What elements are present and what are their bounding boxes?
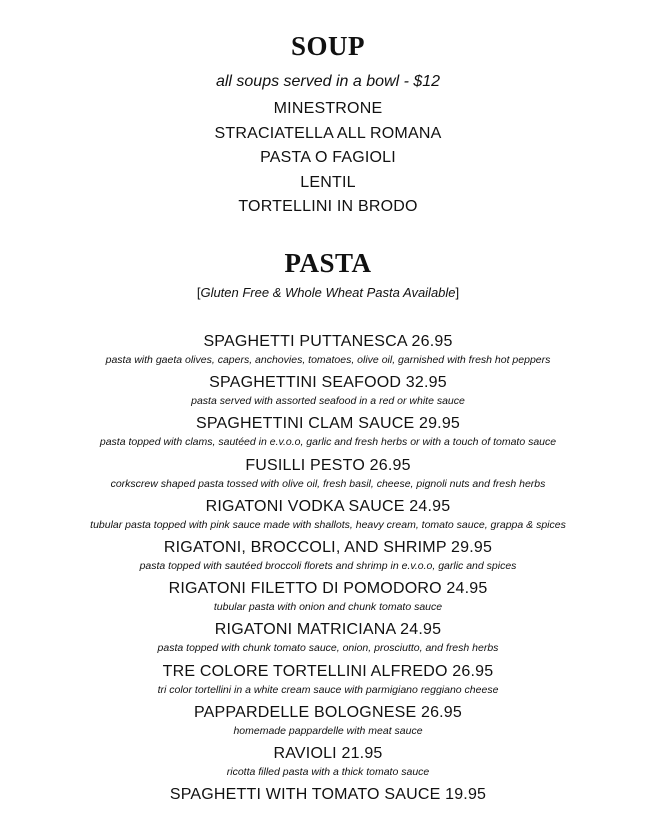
pasta-list [0, 331, 656, 825]
soup-item: STRACIATELLA ALL ROMANA [214, 124, 442, 142]
dish-description: tri color tortellini in a white cream sauce with parmigiano reggiano cheese [157, 683, 499, 696]
dish-name: RIGATONI, BROCCOLI, AND SHRIMP 29.95 [163, 538, 493, 556]
pasta-item [0, 661, 656, 702]
soup-item: MINESTRONE [273, 100, 383, 117]
dish-name: SPAGHETTI WITH TOMATO SAUCE 19.95 [169, 786, 487, 804]
pasta-item [0, 496, 656, 537]
dish-description: homemade pappardelle with meat sauce [233, 724, 423, 737]
pasta-section-title: PASTA [284, 248, 372, 278]
soup-item: PASTA O FAGIOLI [260, 149, 396, 167]
dish-description: ricotta filled pasta with a thick tomato sauce [226, 765, 430, 778]
dish-description: tubular pasta with onion and chunk tomato sauce [213, 601, 443, 614]
pasta-item [0, 578, 656, 619]
dish-description: pasta topped with chunk tomato sauce, onion, prosciutto, and fresh herbs [157, 642, 499, 655]
dish-name: SPAGHETTINI SEAFOOD 32.95 [209, 374, 447, 392]
pasta-item [0, 372, 656, 413]
dish-description: pasta with gaeta olives, capers, anchovies, tomatoes, olive oil, garnished with fresh hot peppers [105, 354, 551, 366]
pasta-item [0, 743, 656, 784]
pasta-item [0, 537, 656, 578]
dish-name: SPAGHETTI PUTTANESCA 26.95 [203, 333, 453, 350]
pasta-note-text: Gluten Free & Whole Wheat Pasta Available [200, 285, 456, 300]
pasta-item [0, 784, 656, 825]
dish-description: corkscrew shaped pasta tossed with olive oil, fresh basil, cheese, pignoli nuts and fresh herbs [110, 477, 546, 490]
soup-section-title: SOUP [290, 31, 365, 61]
dish-description: pasta topped with sautéed broccoli florets and shrimp in e.v.o.o, garlic and spices [139, 559, 517, 572]
pasta-item [0, 413, 656, 454]
dish-name: TRE COLORE TORTELLINI ALFREDO 26.95 [162, 662, 494, 680]
bracket-open: [ [196, 285, 201, 300]
dish-name: PAPPARDELLE BOLOGNESE 26.95 [193, 703, 463, 721]
dish-name: RAVIOLI 21.95 [273, 744, 383, 762]
pasta-item [0, 619, 656, 660]
soup-list [0, 97, 656, 220]
bracket-close: ] [455, 285, 460, 300]
soup-price-note: all soups served in a bowl - $12 [215, 73, 441, 90]
pasta-item [0, 702, 656, 743]
pasta-availability-note [0, 284, 656, 302]
dish-name: FUSILLI PESTO 26.95 [245, 456, 411, 474]
dish-description: tubular pasta topped with pink sauce made with shallots, heavy cream, tomato sauce, grappa & spices [90, 518, 566, 531]
pasta-item [0, 331, 656, 372]
dish-name: SPAGHETTINI CLAM SAUCE 29.95 [195, 415, 461, 433]
dish-description: pasta served with assorted seafood in a red or white sauce [191, 395, 465, 408]
soup-item: TORTELLINI IN BRODO [238, 198, 418, 216]
dish-name: RIGATONI VODKA SAUCE 24.95 [205, 497, 451, 515]
dish-name: RIGATONI MATRICIANA 24.95 [214, 621, 442, 639]
dish-name: RIGATONI FILETTO DI POMODORO 24.95 [168, 580, 488, 598]
dish-description: pasta topped with clams, sautéed in e.v.o.o, garlic and fresh herbs or with a touch of tomato sauce [99, 436, 557, 449]
soup-item: LENTIL [300, 173, 356, 191]
pasta-item [0, 455, 656, 496]
